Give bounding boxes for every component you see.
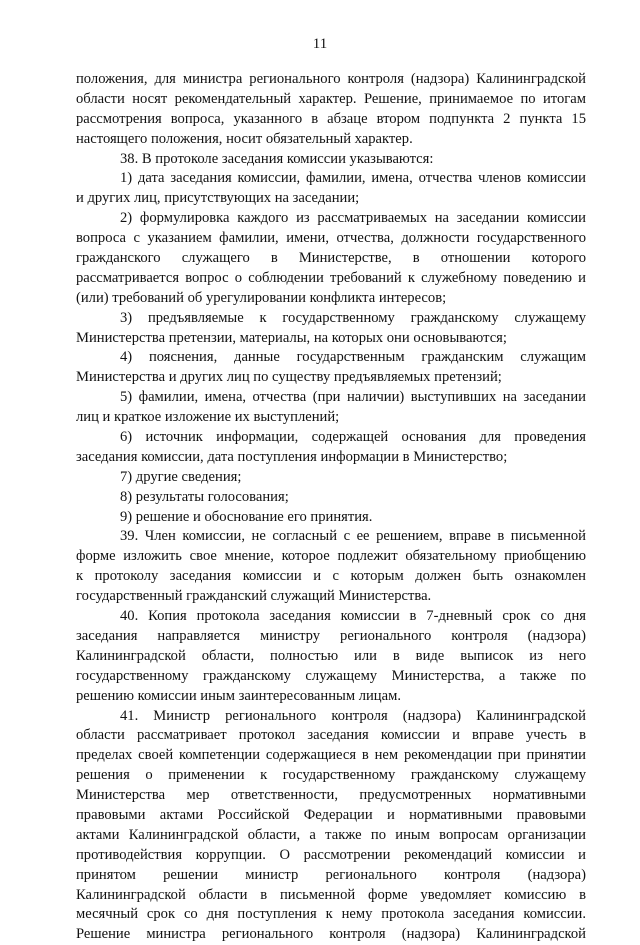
- text-line: к протоколу заседания комиссии и с которым должен быть ознакомлен: [76, 568, 586, 585]
- text-line: месячный срок со дня поступления к нему протокола заседания комиссии.: [76, 906, 586, 923]
- text-line: и других лиц, присутствующих на заседании;: [76, 190, 360, 207]
- text-line: противодействия коррупции. О рассмотрении рекомендаций комиссии и: [76, 846, 586, 863]
- text-line: гражданского служащего в Министерстве, в отношении которого: [76, 250, 586, 267]
- text-line: 3) предъявляемые к государственному гражданскому служащему: [120, 309, 586, 326]
- text-line: Калининградской области в письменной форме уведомляет комиссию в: [76, 886, 586, 903]
- text-line: заседания комиссии, дата поступления информации в Министерство;: [76, 448, 508, 465]
- text-line: области носят рекомендательный характер. Решение, принимаемое по итогам: [76, 90, 586, 107]
- text-line: области рассматривает протокол заседания комиссии и вправе учесть в: [76, 727, 586, 744]
- document-body: [76, 70, 586, 945]
- text-line: 9) решение и обоснование его принятия.: [120, 508, 373, 525]
- text-line: 4) пояснения, данные государственным гражданским служащим: [120, 349, 586, 366]
- text-line: Министерства претензии, материалы, на которых они основываются;: [76, 329, 507, 346]
- text-line: форме изложить свое мнение, которое подлежит обязательному приобщению: [76, 548, 586, 565]
- text-line: решения о применении к государственному гражданскому служащему: [76, 767, 586, 784]
- text-line: правовыми актами Российской Федерации и нормативными правовыми: [76, 806, 586, 823]
- text-line: пределах своей компетенции содержащиеся в нем рекомендации при принятии: [76, 747, 586, 764]
- text-line: решению комиссии иным заинтересованным лицам.: [76, 687, 401, 704]
- text-line: принятом решении министр регионального контроля (надзора): [76, 866, 586, 883]
- text-line: 38. В протоколе заседания комиссии указываются:: [120, 150, 434, 167]
- text-line: положения, для министра регионального контроля (надзора) Калининградской: [76, 71, 586, 87]
- text-line: Решение министра регионального контроля (надзора) Калининградской: [76, 926, 586, 943]
- page-number: 11: [312, 36, 328, 52]
- text-line: государственному гражданскому служащему Министерства, а также по: [76, 667, 586, 684]
- text-line: 39. Член комиссии, не согласный с ее решением, вправе в письменной: [120, 528, 586, 545]
- text-line: 41. Министр регионального контроля (надзора) Калининградской: [120, 707, 586, 724]
- text-line: (или) требований об урегулировании конфликта интересов;: [76, 289, 447, 306]
- text-line: Министерства и других лиц по существу предъявляемых претензий;: [76, 369, 502, 386]
- text-line: 8) результаты голосования;: [120, 488, 289, 505]
- text-line: вопроса с указанием фамилии, имени, отчества, должности государственного: [76, 230, 586, 247]
- text-line: 6) источник информации, содержащей основания для проведения: [120, 429, 586, 446]
- text-line: рассмотрения вопроса, указанного в абзаце втором подпункта 2 пункта 15: [76, 110, 586, 127]
- text-line: Калининградской области, полностью или в виде выписок из него: [76, 647, 586, 664]
- text-line: заседания направляется министру регионального контроля (надзора): [76, 627, 586, 644]
- text-line: настоящего положения, носит обязательный характер.: [76, 130, 413, 147]
- text-line: рассматривается вопрос о соблюдении требований к служебному поведению и: [76, 269, 586, 286]
- text-line: 40. Копия протокола заседания комиссии в 7-дневный срок со дня: [120, 608, 586, 625]
- text-line: актами Калининградской области, а также по иным вопросам организации: [76, 826, 586, 843]
- text-line: государственный гражданский служащий Министерства.: [76, 588, 432, 605]
- text-line: 2) формулировка каждого из рассматриваемых на заседании комиссии: [120, 210, 586, 227]
- text-line: 5) фамилии, имена, отчества (при наличии) выступивших на заседании: [120, 389, 586, 406]
- text-line: 1) дата заседания комиссии, фамилии, имена, отчества членов комиссии: [120, 170, 586, 187]
- text-line: Министерства мер ответственности, предусмотренных нормативными: [76, 787, 586, 804]
- text-line: 7) другие сведения;: [120, 468, 242, 485]
- text-line: лиц и краткое изложение их выступлений;: [76, 409, 340, 426]
